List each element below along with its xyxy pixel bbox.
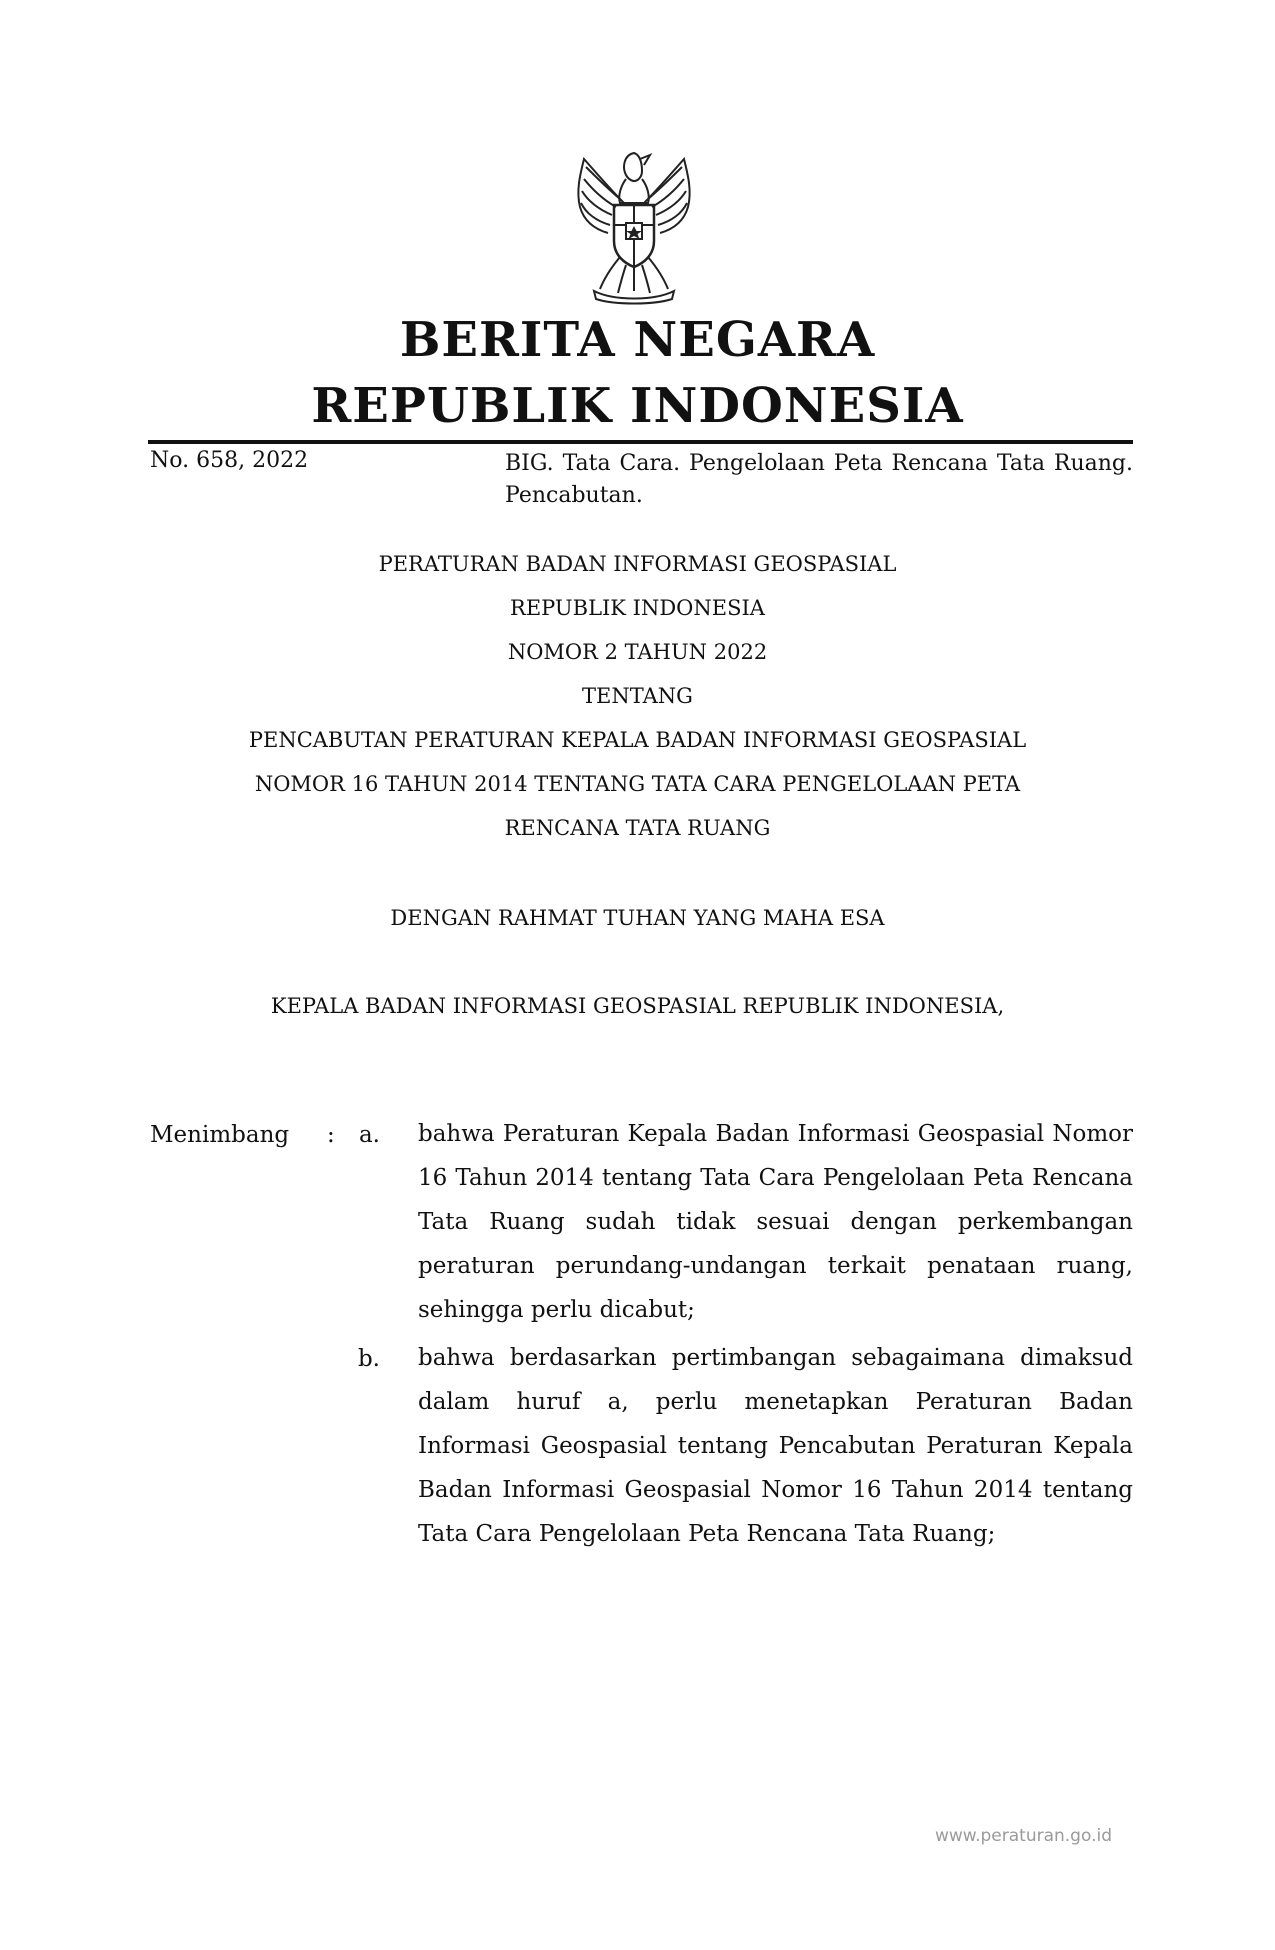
regulation-tentang: TENTANG [582,684,693,708]
masthead-title-line1: BERITA NEGARA [399,312,876,368]
footer-url: www.peraturan.go.id [934,1826,1112,1846]
menimbang-label: Menimbang [150,1122,290,1148]
point-a-text: bahwa Peraturan Kepala Badan Informasi Geospasial Nomor 16 Tahun 2014 tentang Tata Cara Pengelolaan Peta Rencana Tata Ruang sudah tidak sesuai dengan perkembangan peraturan perundang-undangan terkait penataan ruang, sehingga perlu dicabut; [418,1121,1133,1323]
regulation-subject-line1: PENCABUTAN PERATURAN KEPALA BADAN INFORMASI GEOSPASIAL [248,728,1027,752]
point-b-letter: b. [357,1346,380,1372]
regulation-subject-line3: RENCANA TATA RUANG [504,816,771,840]
menimbang-colon: : [327,1122,335,1148]
gazette-subject: BIG. Tata Cara. Pengelolaan Peta Rencana Tata Ruang. Pencabutan. [505,451,1133,508]
gazette-number: No. 658, 2022 [150,448,309,473]
invocation: DENGAN RAHMAT TUHAN YANG MAHA ESA [390,906,885,930]
masthead-title-line2: REPUBLIK INDONESIA [311,378,964,434]
regulation-number: NOMOR 2 TAHUN 2022 [507,640,768,664]
masthead-divider [148,440,1133,444]
regulation-subject-line2: NOMOR 16 TAHUN 2014 TENTANG TATA CARA PENGELOLAAN PETA [254,772,1021,796]
garuda-emblem-icon [554,145,714,305]
regulation-title-line2: REPUBLIK INDONESIA [510,596,765,620]
point-a-letter: a. [358,1122,380,1148]
regulation-title-line1: PERATURAN BADAN INFORMASI GEOSPASIAL [378,552,897,576]
authority: KEPALA BADAN INFORMASI GEOSPASIAL REPUBLIK INDONESIA, [270,994,1005,1018]
point-b-text: bahwa berdasarkan pertimbangan sebagaimana dimaksud dalam huruf a, perlu menetapkan Peraturan Badan Informasi Geospasial tentang Pencabutan Peraturan Kepala Badan Informasi Geospasial Nomor 16 Tahun 2014 tentang Tata Cara Pengelolaan Peta Rencana Tata Ruang; [418,1345,1133,1547]
